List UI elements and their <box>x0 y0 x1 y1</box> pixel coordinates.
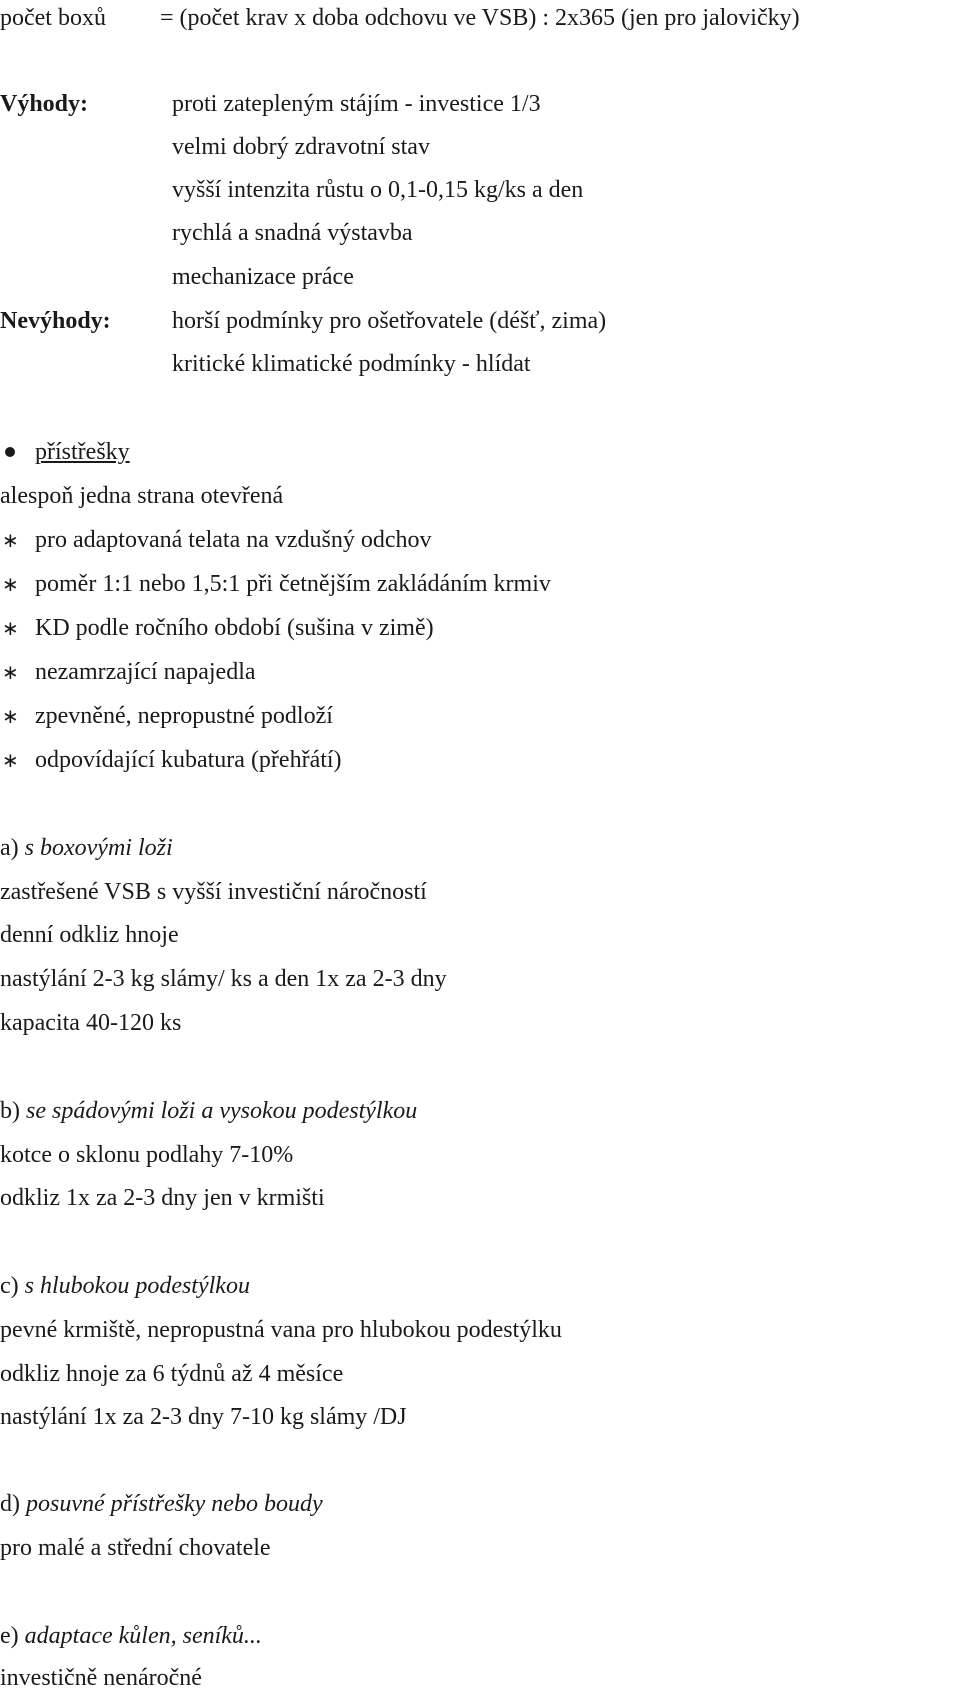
section-title: s boxovými loži <box>24 835 173 861</box>
shelter-item: poměr 1:1 nebo 1,5:1 při četnějším zakládáním krmiv <box>35 571 551 597</box>
section-line: odkliz hnoje za 6 týdnů až 4 měsíce <box>0 1361 344 1387</box>
section-line: zastřešené VSB s vyšší investiční náročností <box>0 879 427 905</box>
advantages-title: Výhody: <box>0 91 89 117</box>
section-line: kapacita 40-120 ks <box>0 1010 182 1036</box>
advantage-item: vyšší intenzita růstu o 0,1-0,15 kg/ks a den <box>172 177 584 203</box>
header-label: počet boxů <box>0 5 106 31</box>
section-line: denní odkliz hnoje <box>0 922 179 948</box>
asterisk-bullet-icon: ∗ <box>2 660 19 684</box>
advantage-item: rychlá a snadná výstavba <box>172 220 413 246</box>
shelters-heading: přístřešky <box>35 439 130 465</box>
advantage-item: proti zatepleným stájím - investice 1/3 <box>172 91 541 117</box>
shelter-item: odpovídající kubatura (přehřátí) <box>35 747 342 773</box>
asterisk-bullet-icon: ∗ <box>2 528 19 552</box>
section-c-heading <box>0 1272 250 1300</box>
disadvantage-item: kritické klimatické podmínky - hlídat <box>172 351 531 377</box>
shelter-item: pro adaptovaná telata na vzdušný odchov <box>35 527 432 553</box>
section-prefix: d) <box>0 1491 20 1517</box>
section-prefix: e) <box>0 1623 19 1649</box>
section-b-heading <box>0 1097 417 1125</box>
asterisk-bullet-icon: ∗ <box>2 572 19 596</box>
bullet-dot-icon <box>5 447 15 457</box>
disadvantages-title: Nevýhody: <box>0 308 111 334</box>
section-title: adaptace kůlen, seníků... <box>24 1623 262 1649</box>
section-line: investičně nenáročné <box>0 1665 202 1691</box>
shelter-item: nezamrzající napajedla <box>35 659 256 685</box>
section-title: s hlubokou podestýlkou <box>24 1273 250 1299</box>
header-formula: = (počet krav x doba odchovu ve VSB) : 2x365 (jen pro jalovičky) <box>160 5 800 31</box>
shelter-item: zpevněné, nepropustné podloží <box>35 703 333 729</box>
section-line: pro malé a střední chovatele <box>0 1535 271 1561</box>
section-line: pevné krmiště, nepropustná vana pro hlubokou podestýlku <box>0 1317 562 1343</box>
shelter-item: KD podle ročního období (sušina v zimě) <box>35 615 434 641</box>
disadvantage-item: horší podmínky pro ošetřovatele (déšť, zima) <box>172 308 607 334</box>
section-title: posuvné přístřešky nebo boudy <box>26 1491 323 1517</box>
section-line: kotce o sklonu podlahy 7-10% <box>0 1142 294 1168</box>
section-prefix: a) <box>0 835 19 861</box>
section-d-heading <box>0 1490 323 1518</box>
section-title: se spádovými loži a vysokou podestýlkou <box>26 1098 418 1124</box>
asterisk-bullet-icon: ∗ <box>2 704 19 728</box>
advantage-item: mechanizace práce <box>172 264 354 290</box>
asterisk-bullet-icon: ∗ <box>2 616 19 640</box>
section-e-heading <box>0 1622 262 1650</box>
asterisk-bullet-icon: ∗ <box>2 748 19 772</box>
section-line: odkliz 1x za 2-3 dny jen v krmišti <box>0 1185 325 1211</box>
section-line: nastýlání 1x za 2-3 dny 7-10 kg slámy /DJ <box>0 1404 407 1430</box>
section-prefix: b) <box>0 1098 20 1124</box>
section-a-heading <box>0 834 173 862</box>
section-prefix: c) <box>0 1273 19 1299</box>
shelters-intro: alespoň jedna strana otevřená <box>0 483 284 509</box>
section-line: nastýlání 2-3 kg slámy/ ks a den 1x za 2-3 dny <box>0 966 447 992</box>
advantage-item: velmi dobrý zdravotní stav <box>172 134 430 160</box>
